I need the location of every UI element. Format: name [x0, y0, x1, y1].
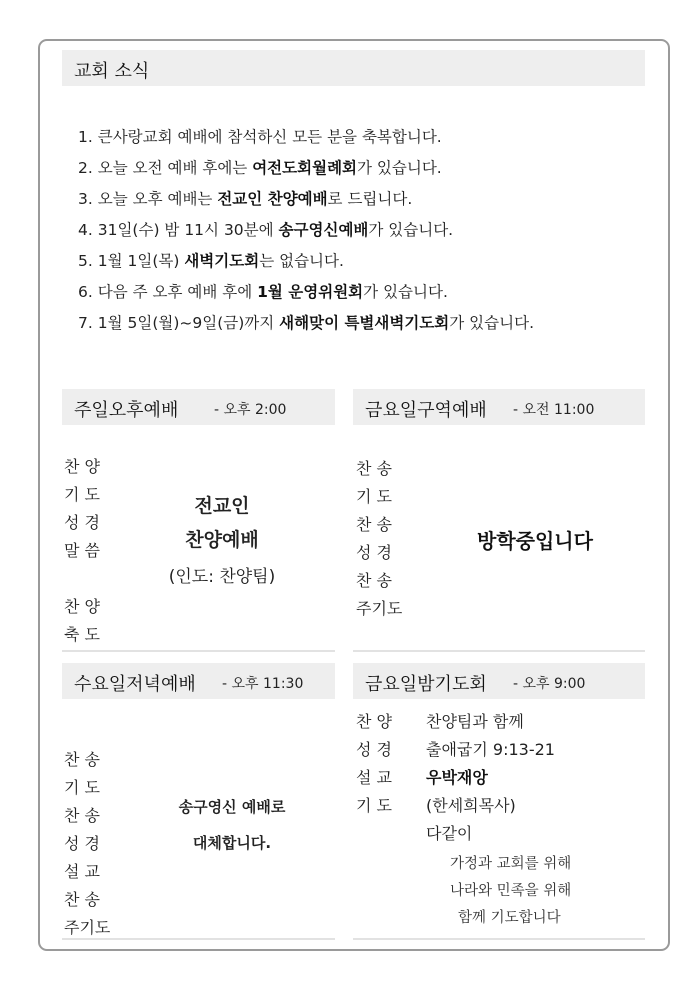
friday-pm-header: [353, 663, 645, 699]
friday-pm-order-values: 찬양팀과 함께 출애굽기 9:13-21 우박재앙 (한세희목사) 다같이: [426, 712, 555, 843]
friday-am-order-labels: 찬 송 기 도 찬 송 성 경 찬 송 주기도: [356, 459, 403, 618]
sunday-order-labels-2: 찬 양 축 도: [64, 597, 100, 644]
friday-am-time: - 오전 11:00: [513, 402, 595, 418]
friday-pm-order-labels: 찬 양 성 경 설 교 기 도: [356, 712, 392, 815]
friday-am-header: [353, 389, 645, 425]
wednesday-service-title: 수요일저녁예배: [74, 674, 196, 695]
news-item: 6. 다음 주 오후 예배 후에 1월 운영위원회가 있습니다.: [78, 283, 448, 301]
news-item: 4. 31일(수) 밤 11시 30분에 송구영신예배가 있습니다.: [78, 221, 454, 239]
wednesday-main-2: 대체합니다.: [192, 834, 272, 852]
news-list: [78, 126, 534, 343]
sunday-main-2: 찬양예배: [185, 529, 259, 551]
friday-pm-divider: [353, 938, 645, 940]
sunday-main-1: 전교인: [194, 495, 250, 517]
news-item: 3. 오늘 오후 예배는 전교인 찬양예배로 드립니다.: [78, 190, 413, 208]
friday-pm-time: - 오후 9:00: [513, 676, 586, 692]
wednesday-service-header: [62, 663, 335, 699]
sunday-service-title: 주일오후예배: [74, 400, 179, 421]
news-item: 5. 1월 1일(목) 새벽기도회는 없습니다.: [78, 252, 344, 270]
sunday-leader: (인도: 찬양팀): [168, 567, 276, 587]
prayer-topic: 나라와 민족을 위해: [450, 883, 572, 899]
wednesday-service-time: - 오후 11:30: [222, 676, 304, 692]
news-title: 교회 소식: [74, 61, 150, 82]
sunday-service-header: [62, 389, 335, 425]
sunday-order-labels: 찬 양 기 도 성 경 말 씀: [64, 457, 100, 560]
sunday-service-time: - 오후 2:00: [214, 402, 287, 418]
sermon-title: 우박재앙: [426, 768, 488, 787]
news-item: 7. 1월 5일(월)~9일(금)까지 새해맞이 특별새벽기도회가 있습니다.: [78, 314, 535, 332]
friday-am-notice: 방학중입니다: [477, 529, 593, 553]
friday-pm-title: 금요일밤기도회: [365, 674, 487, 695]
wednesday-divider: [62, 938, 335, 940]
friday-am-divider: [353, 650, 645, 652]
news-item: 2. 오늘 오전 예배 후에는 여전도회월례회가 있습니다.: [78, 159, 442, 177]
prayer-topic: 가정과 교회를 위해: [450, 856, 572, 872]
news-header: [62, 50, 645, 86]
prayer-topic: 함께 기도합니다: [458, 910, 561, 926]
wednesday-main-1: 송구영신 예배로: [178, 798, 286, 816]
sunday-divider: [62, 650, 335, 652]
friday-am-title: 금요일구역예배: [365, 400, 487, 421]
news-item: 1. 큰사랑교회 예배에 참석하신 모든 분을 축복합니다.: [78, 128, 442, 146]
wednesday-order-labels: 찬 송 기 도 찬 송 성 경 설 교 찬 송 주기도: [64, 750, 111, 937]
